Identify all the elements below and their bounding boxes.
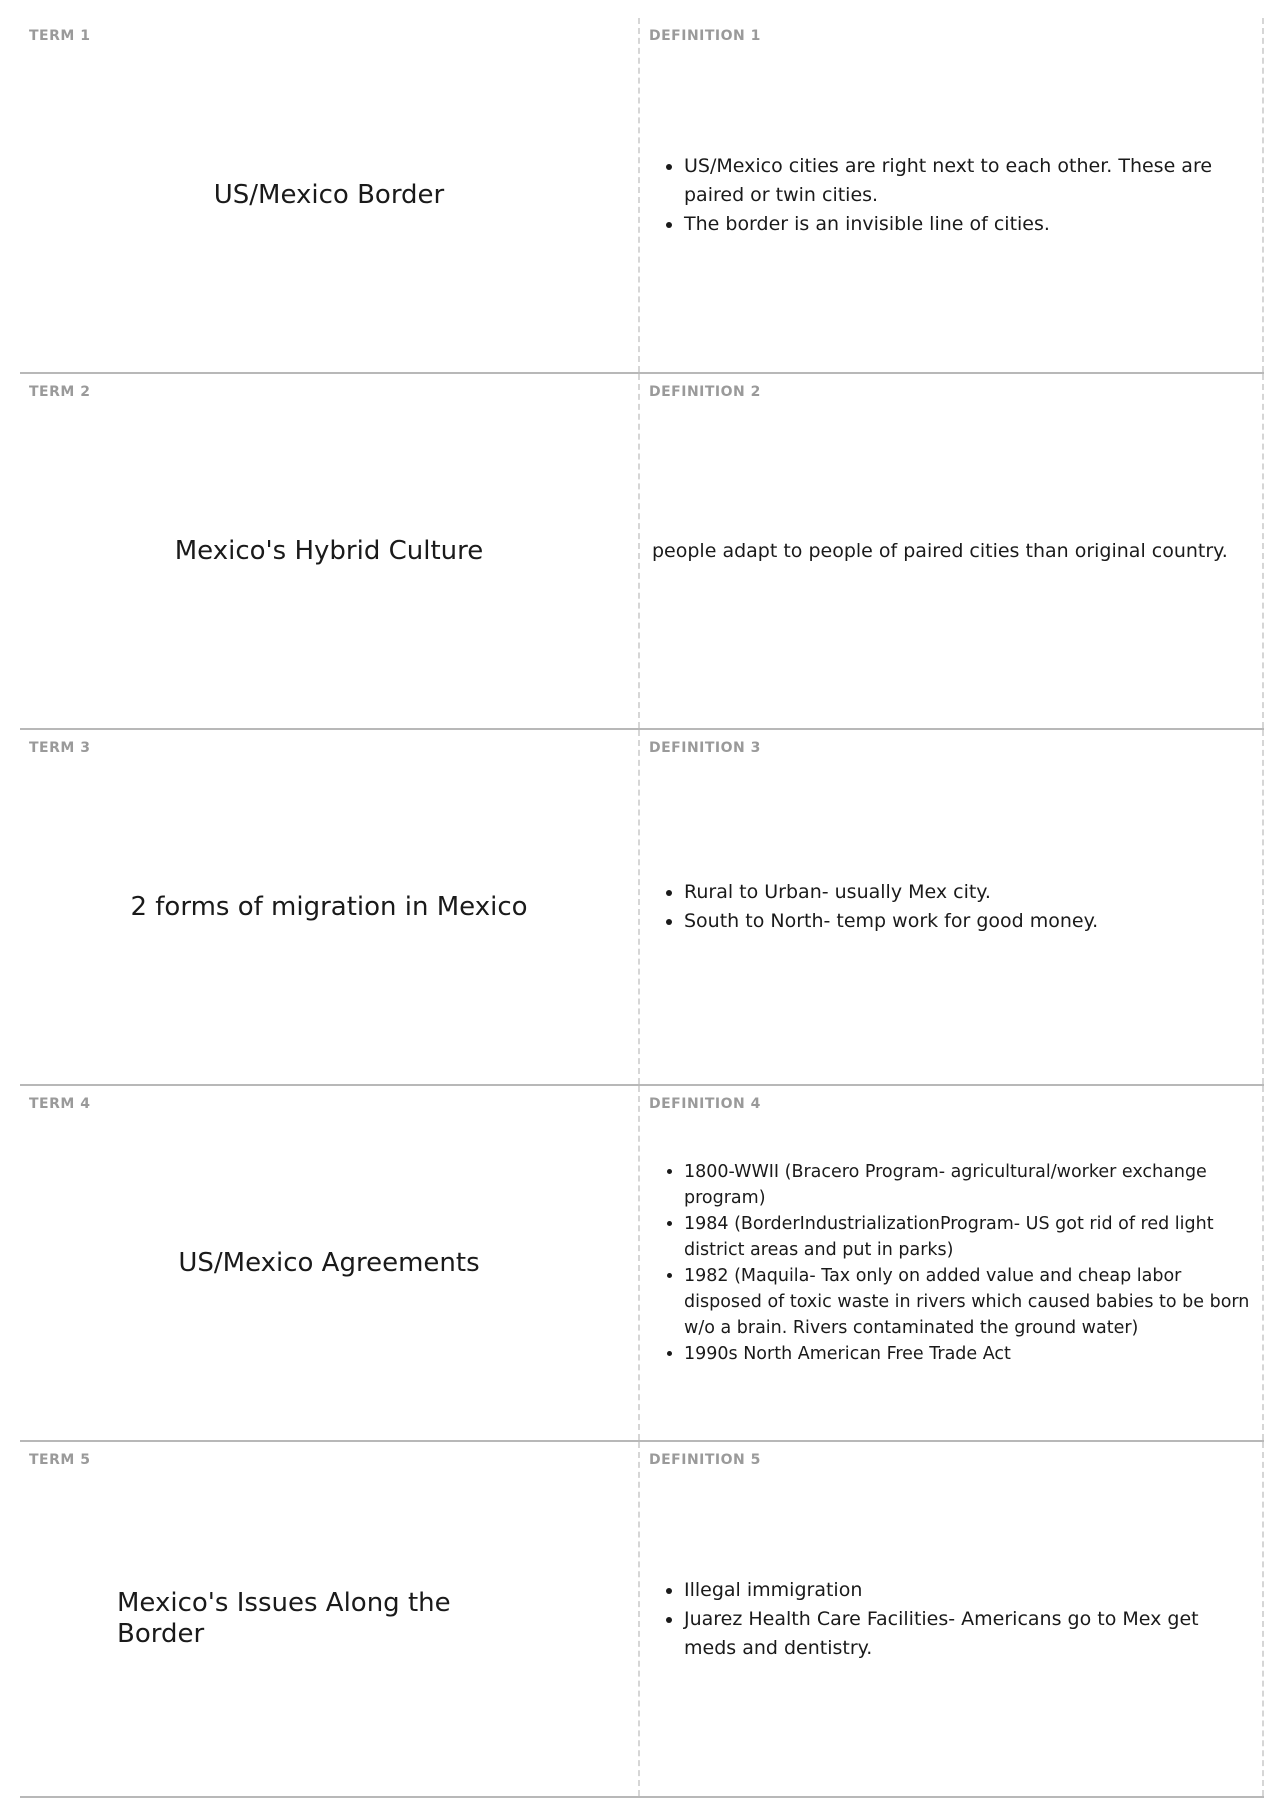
term-cell-3 — [20, 730, 640, 1084]
definition-list — [652, 1576, 1252, 1663]
definition-body — [640, 1442, 1262, 1796]
term-label: TERM 4 — [29, 1096, 91, 1112]
term-cell-4 — [20, 1086, 640, 1440]
definition-body — [640, 730, 1262, 1084]
definition-cell-2 — [640, 374, 1264, 728]
definition-list — [652, 1159, 1252, 1367]
card-row-1 — [20, 18, 1264, 374]
term-text: Mexico's Issues Along the Border — [117, 1588, 451, 1649]
definition-body — [640, 374, 1262, 728]
term-text: 2 forms of migration in Mexico — [130, 891, 528, 922]
definition-item: • 1982 (Maquila- Tax only on added value and cheap labor disposed of toxic waste in rivers which caused babies to be born w/o a brain. Rivers contaminated the ground water) — [684, 1263, 1252, 1341]
definition-list — [652, 152, 1252, 239]
definition-cell-1 — [640, 18, 1264, 372]
definition-item: • US/Mexico cities are right next to each other. These are paired or twin cities. — [684, 152, 1252, 210]
definition-item: • Rural to Urban- usually Mex city. — [684, 878, 1098, 907]
definition-body — [640, 18, 1262, 372]
term-text: US/Mexico Border — [213, 179, 445, 210]
term-text: Mexico's Hybrid Culture — [174, 535, 484, 566]
definition-item: • 1990s North American Free Trade Act — [684, 1341, 1252, 1367]
term-cell-5 — [20, 1442, 640, 1796]
definition-cell-3 — [640, 730, 1264, 1084]
term-label: TERM 2 — [29, 384, 91, 400]
term-label: TERM 3 — [29, 740, 91, 756]
card-row-4 — [20, 1086, 1264, 1442]
term-label: TERM 5 — [29, 1452, 91, 1468]
definition-item: • Illegal immigration — [684, 1576, 1252, 1605]
definition-label: DEFINITION 4 — [649, 1096, 761, 1112]
term-cell-1 — [20, 18, 640, 372]
definition-item: • South to North- temp work for good money. — [684, 907, 1098, 936]
term-cell-2 — [20, 374, 640, 728]
definition-item: • The border is an invisible line of cities. — [684, 210, 1252, 239]
definition-body — [640, 1086, 1262, 1440]
card-row-5 — [20, 1442, 1264, 1798]
definition-label: DEFINITION 2 — [649, 384, 761, 400]
definition-text: people adapt to people of paired cities than original country. — [652, 539, 1228, 562]
definition-list — [652, 878, 1098, 936]
definition-label: DEFINITION 5 — [649, 1452, 761, 1468]
term-label: TERM 1 — [29, 28, 91, 44]
definition-label: DEFINITION 1 — [649, 28, 761, 44]
definition-item: • Juarez Health Care Facilities- Americans go to Mex get meds and dentistry. — [684, 1605, 1252, 1663]
card-row-2 — [20, 374, 1264, 730]
definition-item: • 1800-WWII (Bracero Program- agricultural/worker exchange program) — [684, 1159, 1252, 1211]
definition-cell-4 — [640, 1086, 1264, 1440]
definition-item: • 1984 (BorderIndustrializationProgram- US got rid of red light district areas and put in parks) — [684, 1211, 1252, 1263]
card-row-3 — [20, 730, 1264, 1086]
definition-cell-5 — [640, 1442, 1264, 1796]
flashcard-sheet — [20, 18, 1264, 1798]
definition-label: DEFINITION 3 — [649, 740, 761, 756]
term-text: US/Mexico Agreements — [178, 1247, 480, 1278]
